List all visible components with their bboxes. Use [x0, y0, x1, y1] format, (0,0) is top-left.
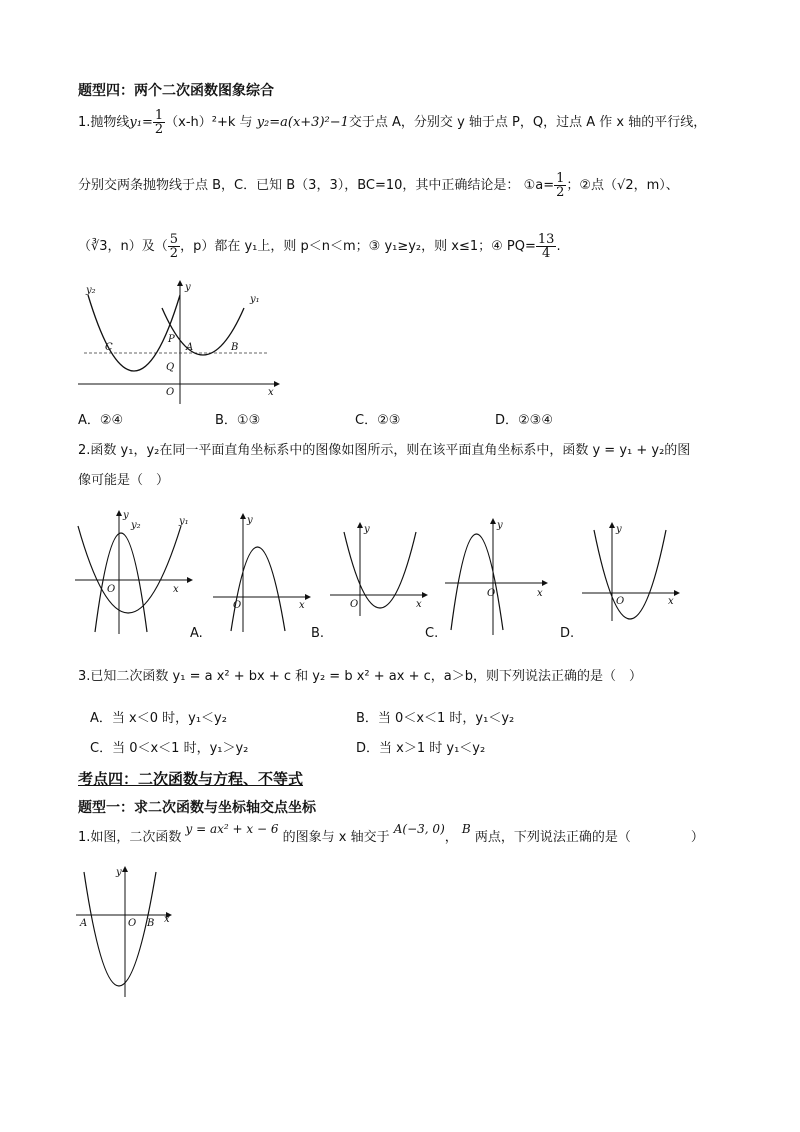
q3-option-c[interactable]: C．当 0＜x＜1 时，y₁＞y₂: [90, 741, 249, 756]
svg-text:x: x: [164, 914, 170, 925]
svg-text:y: y: [116, 867, 122, 878]
q1-text: ；②点（√2，m）、: [566, 178, 679, 193]
q1-text: ①a=: [523, 178, 555, 193]
fraction-five-halves: $\frac{5}{2}$: [169, 232, 179, 261]
q2-option-c-graph[interactable]: [445, 518, 550, 636]
label-O: O: [166, 387, 175, 398]
q2-option-d-graph[interactable]: [582, 522, 682, 622]
label-x: x: [268, 387, 274, 398]
fraction-half: $\frac{1}{2}$: [556, 171, 565, 200]
q1-option-a[interactable]: A．②④: [78, 413, 124, 428]
q2-option-a-label[interactable]: A.: [190, 626, 203, 641]
q1-y1: y₁=: [129, 115, 153, 130]
label-y: y: [185, 282, 191, 293]
q1-text: 交于点 A，分别交 y 轴于点 P，Q，过点 A 作 x 轴的平行线，: [348, 115, 707, 130]
q1-text: （∛3，n）及（: [78, 239, 168, 254]
q1-line1: [78, 109, 706, 136]
svg-text:O: O: [350, 599, 359, 610]
parabola: [84, 872, 156, 986]
q1-option-c[interactable]: C．②③: [355, 413, 401, 428]
q2-line1: 2.函数 y₁，y₂在同一平面直角坐标系中的图像如图所示，则在该平面直角坐标系中，函数 y = y₁ + y₂的图: [78, 443, 691, 458]
q4-point-A: A(−3, 0): [393, 822, 445, 836]
svg-text:y₂: y₂: [131, 520, 141, 531]
q1-text: 分别交两条抛物线于点 B，C．已知 B（3，3），BC=10，其中正确结论是：: [78, 178, 520, 193]
svg-text:O: O: [107, 584, 116, 595]
q1-option-d[interactable]: D．②③④: [495, 413, 553, 428]
label-P: P: [168, 334, 175, 345]
q1-text: 抛物线: [90, 115, 130, 130]
q1-y2-expression: y₂=a(x+3)²−1: [256, 115, 349, 130]
svg-text:x: x: [668, 596, 674, 607]
q4-function-expression: y = ax² + x − 6: [185, 822, 279, 836]
q1-text: ，p）都在 y₁上，则 p＜n＜m；③ y₁≥y₂，则 x≤1；④ PQ=: [180, 239, 536, 254]
section-title: 题型四：两个二次函数图象综合: [78, 83, 274, 99]
svg-text:A: A: [80, 918, 88, 929]
q1-text: （x-h）²+k 与: [165, 115, 253, 130]
q4-point-B: B: [461, 822, 471, 836]
label-A: A: [186, 342, 194, 353]
q1-line2: [78, 172, 679, 199]
svg-text:y: y: [497, 520, 503, 531]
section-title: 考点四：二次函数与方程、不等式: [78, 770, 304, 788]
svg-text:O: O: [233, 600, 242, 611]
svg-text:x: x: [299, 600, 305, 611]
fraction-half: $\frac{1}{2}$: [154, 108, 164, 137]
q3-option-a[interactable]: A．当 x＜0 时，y₁＜y₂: [90, 711, 227, 726]
q1-option-b[interactable]: B．①③: [215, 413, 261, 428]
q1-number: 1.: [78, 115, 91, 130]
q2-option-b-label[interactable]: B.: [311, 626, 325, 641]
label-Q: Q: [166, 362, 175, 373]
label-B: B: [231, 342, 239, 353]
svg-text:x: x: [537, 588, 543, 599]
q2-line2: 像可能是（ ）: [78, 473, 170, 488]
svg-text:y₁: y₁: [179, 516, 189, 527]
q2-option-c-label[interactable]: C.: [425, 626, 439, 641]
svg-text:y: y: [123, 510, 129, 521]
parabola-y2: [88, 295, 180, 371]
q3-option-d[interactable]: D．当 x＞1 时 y₁＜y₂: [356, 741, 486, 756]
parabola-y1: [78, 526, 181, 613]
q1-graph: [78, 280, 278, 405]
svg-text:y: y: [616, 524, 622, 535]
label-y1: y₁: [250, 294, 260, 305]
svg-text:y: y: [247, 515, 253, 526]
q2-option-b-graph[interactable]: [330, 522, 430, 617]
parabola-y2: [95, 533, 147, 632]
section-title: 题型一：求二次函数与坐标轴交点坐标: [78, 800, 316, 816]
svg-text:O: O: [616, 596, 625, 607]
q2-option-a-graph[interactable]: [213, 513, 313, 633]
q2-given-graph: [75, 510, 193, 635]
q3-option-b[interactable]: B．当 0＜x＜1 时，y₁＜y₂: [356, 711, 515, 726]
svg-text:B: B: [147, 918, 155, 929]
fraction-thirteen-fourths: $\frac{13}{4}$: [537, 232, 555, 261]
svg-text:O: O: [487, 588, 496, 599]
q2-option-d-label[interactable]: D.: [560, 626, 575, 641]
q4-graph: [76, 866, 176, 998]
svg-text:x: x: [173, 584, 179, 595]
svg-text:x: x: [416, 599, 422, 610]
q4-stem: 1.如图，二次函数 y = ax² + x − 6 的图象与 x 轴交于 A(−3, 0)， B 两点，下列说法正确的是（ ）: [78, 822, 704, 845]
q3-stem: 3.已知二次函数 y₁ = a x² + bx + c 和 y₂ = b x² + ax + c，a＞b，则下列说法正确的是（ ）: [78, 669, 642, 684]
label-y2: y₂: [86, 285, 96, 296]
svg-text:O: O: [128, 918, 137, 929]
svg-text:y: y: [364, 524, 370, 535]
label-C: C: [105, 342, 113, 353]
x-axis-arrow: [274, 381, 280, 387]
y-axis-arrow: [177, 280, 183, 286]
q1-line3: （∛3，n）及（ $\frac{5}{2}$ ，p）都在 y₁上，则 p＜n＜m；③ y₁≥y₂，则 x≤1；④ PQ= $\frac{13}{4}$ .: [78, 232, 561, 261]
